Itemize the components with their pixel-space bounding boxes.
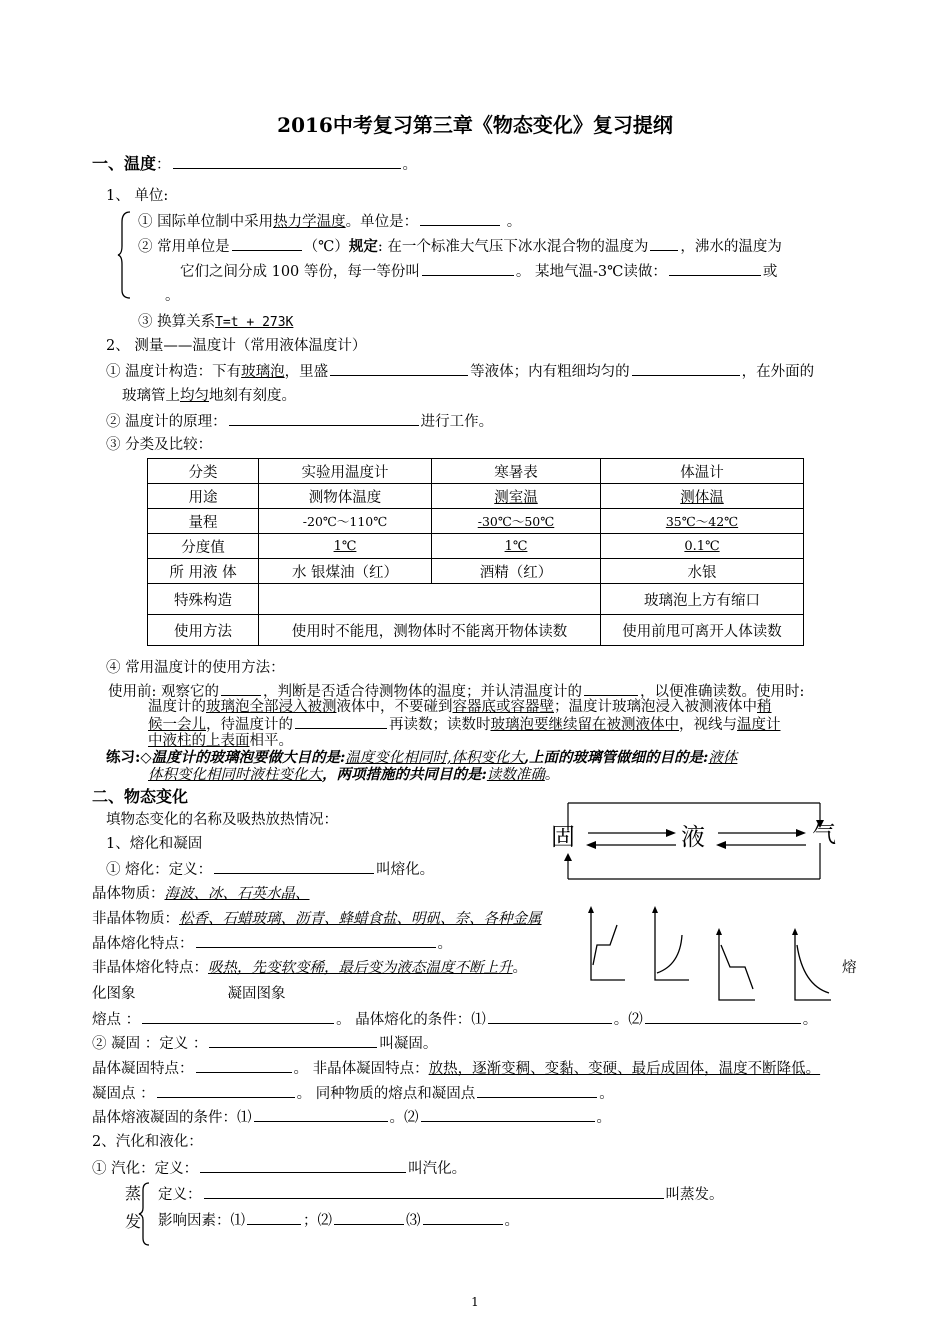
conversion-formula: T=t + 273K [215,315,294,330]
text: ② 常用单位是 [138,239,230,255]
usage-line-2 [148,699,772,716]
diagram-liquid-label: 液 [681,823,705,851]
text: 非晶体熔化特点： [92,960,208,976]
table-cell: 特殊构造 [148,584,259,615]
bold-text: 规定 [348,238,378,255]
text: 温度计的 [148,699,206,715]
text: （℃） [303,239,349,255]
table-cell: 使用时不能甩，测物体时不能离开物体读数 [259,615,601,646]
question-text: ,上面的玻璃管做细的目的是: [523,749,709,766]
table-row [148,559,804,584]
answer-blank[interactable] [477,1085,597,1098]
evaporation-char-2: 发 [125,1212,142,1231]
answer-blank[interactable] [295,716,387,729]
table-row [148,584,804,615]
practice-label: 练习: [106,749,141,766]
freezing-point-line [92,1085,614,1103]
table-header: 寒暑表 [432,459,601,484]
underlined-text: 候一会儿 [148,717,206,733]
table-cell: 用途 [148,484,259,509]
underlined-text: 玻璃泡全部浸入被测 [206,699,337,715]
table-row [148,534,804,559]
answer-blank[interactable] [142,1011,334,1024]
answer-blank[interactable] [204,1186,664,1199]
answer-blank[interactable] [214,861,374,874]
unit-line-1 [138,213,521,231]
answer-blank[interactable] [488,1011,612,1024]
answer-blank[interactable] [645,1011,801,1024]
melting-solidification-graphs [585,905,845,1000]
underlined-text: 稍 [757,699,772,715]
table-header: 分类 [148,459,259,484]
solidify-definition [92,1035,437,1053]
table-cell: 玻璃泡上方有缩口 [601,584,804,615]
text: 定义： [158,1187,202,1203]
question-text: ，两项措施的共同目的是: [322,766,487,783]
evaporation-definition [158,1186,724,1204]
table-header: 体温计 [601,459,804,484]
page-title: 2016中考复习第三章《物态变化》复习提纲 [277,113,673,137]
underlined-text: 均匀 [180,388,209,404]
text: 等液体；内有粗细均匀的 [470,364,630,380]
text: 。 某地气温-3℃读做： [515,264,667,280]
text: ② 凝固 ：定义 ： [92,1036,208,1052]
text: : 在一个标准大气压下冰水混合物的温度为 [377,239,649,255]
text: 化图象 [92,986,136,1002]
text: 晶体凝固特点： [92,1061,194,1077]
answer-blank[interactable] [254,1109,388,1122]
table-row [148,484,804,509]
table-cell [259,584,601,615]
table-header: 实验用温度计 [259,459,432,484]
text: 晶体熔液凝固的条件：⑴ [92,1110,252,1126]
evaporation-factors [158,1212,519,1230]
answer-blank[interactable] [632,363,740,376]
text: ，待温度计的 [206,717,293,733]
answer-blank[interactable] [196,935,436,948]
underlined-text: 中液柱的上表面 [148,733,250,749]
underlined-text: 吸热，先变软变稀，最后变为液态温度不断上升 [208,960,513,976]
text: ；⑵ [303,1213,332,1229]
practice-line-2 [148,766,559,784]
answer-text: 读数准确 [486,767,545,783]
text: 叫凝固。 [379,1036,438,1052]
text: 。⑵ [389,1110,419,1126]
text: ① 汽化：定义： [92,1161,199,1177]
text: ，判断是否适合待测物体的温度；并认清温度计的 [263,684,582,700]
table-cell: 测室温 [432,484,601,509]
heading-text: 一、温度 [92,154,157,173]
text: 。 [502,214,522,230]
table-cell: 使用方法 [148,615,259,646]
answer-blank[interactable] [232,238,302,251]
melt-definition [106,861,434,879]
section-state-change-heading: 二、物态变化 [92,787,189,806]
crystal-solidify-features [92,1060,820,1078]
answer-blank[interactable] [422,263,514,276]
answer-blank[interactable] [229,413,419,426]
underlined-text: 温度计 [737,717,781,733]
solidify-conditions [92,1109,611,1127]
text: 叫蒸发。 [665,1187,724,1203]
text: 相平。 [249,733,293,749]
page-number: 1 [471,1295,479,1309]
table-cell: 使用前甩可离开人体读数 [601,615,804,646]
section-temperature-heading [92,154,417,174]
measure-line-1b [122,388,296,405]
text: 。单位是： [345,214,419,230]
text: 它们之间分成 100 等份，每一等份叫 [180,264,420,280]
question-text: ◇温度计的玻璃泡要做大目的是: [140,749,346,766]
text: ② 温度计的原理： [106,414,227,430]
text: ，以便准确读数。使用时: [640,684,805,700]
measure-line-2 [106,413,493,431]
text: 晶体物质： [92,886,165,902]
answer-blank[interactable] [650,238,678,251]
diagram-solid-label: 固 [551,823,575,851]
text: 。 晶体熔化的条件：⑴ [336,1012,486,1028]
underlined-text: 玻璃泡 [241,364,285,380]
underlined-text: 容器底或容器壁 [452,699,554,715]
unit-brace [118,210,132,300]
text: 凝固点 ： [92,1086,155,1102]
table-cell: 测物体温度 [259,484,432,509]
practice-line-1 [106,749,737,767]
text: 液体中，不要碰到 [336,699,453,715]
usage-line-3 [148,716,781,734]
measure-title: 2、 测量——温度计（常用液体温度计） [106,338,367,354]
text: ，在外面的 [741,364,815,380]
crystal-substances [92,886,310,903]
underlined-text: 热力学温度 [273,214,346,230]
underlined-text: 海波、冰、石英水晶、 [164,886,310,902]
text: 。 [596,1110,611,1126]
text: 。⑵ [613,1012,643,1028]
noncrystal-substances [92,911,542,928]
text: 。 [437,936,452,952]
graph-word: 熔 [842,960,857,976]
table-row [148,509,804,534]
text: 进行工作。 [420,414,494,430]
underlined-text: 玻璃泡要继续留在被测液体中 [490,717,679,733]
answer-blank[interactable] [200,1160,406,1173]
answer-blank[interactable] [423,1212,503,1225]
table-cell: 酒精（红） [432,559,601,584]
usage-title: ④ 常用温度计的使用方法： [106,660,285,676]
text: ，里盛 [284,364,329,380]
text: 。 同种物质的熔点和凝固点 [296,1086,476,1102]
unit-line-3 [138,314,293,331]
period: 。 [544,767,560,783]
answer-blank[interactable] [584,683,638,696]
unit-line-2c: 。 [165,288,180,304]
melting-point-line [92,1011,817,1029]
answer-blank[interactable] [247,1212,301,1225]
table-cell: 量程 [148,509,259,534]
melt-title: 1、熔化和凝固 [106,836,203,852]
answer-blank[interactable] [173,156,401,169]
table-cell: -30℃～50℃ [432,509,601,534]
text: 地刻有刻度。 [209,388,296,404]
text: 。 [599,1086,614,1102]
answer-blank[interactable] [221,683,261,696]
table-cell: 1℃ [432,534,601,559]
text: 再读数；读数时 [389,717,491,733]
table-row [148,615,804,646]
table-cell: 分度值 [148,534,259,559]
underlined-text: 松香、石蜡玻璃、沥青、蜂蜡食盐、明矾、奈、各种金属 [179,911,542,927]
answer-blank[interactable] [420,213,500,226]
table-cell: 水银 [601,559,804,584]
thermometer-comparison-table [147,458,804,646]
noncrystal-melting-features [92,960,527,977]
text: ③ 换算关系 [138,314,216,330]
vaporization-title: 2、汽化和液化： [92,1134,203,1150]
text: ，视线与 [679,717,737,733]
unit-line-2b [180,263,777,281]
usage-line-4 [148,733,293,750]
text: 。 非晶体凝固特点： [293,1061,429,1077]
answer-blank[interactable] [421,1109,595,1122]
table-cell: 测体温 [601,484,804,509]
answer-text: 体积变化相同时液柱变化大 [148,767,322,783]
measure-line-1 [106,363,814,381]
text: 。 [512,960,527,976]
unit-line-2 [138,238,782,256]
table-cell: 1℃ [259,534,432,559]
text: 叫熔化。 [376,862,435,878]
text: ① 温度计构造：下有 [106,364,242,380]
answer-text: 液体 [708,750,738,766]
graph-labels [92,986,286,1003]
text: 。 [802,1012,818,1028]
answer-blank[interactable] [330,363,468,376]
colon: ： [156,157,171,173]
text: 使用前: 观察它的 [108,684,219,700]
text: 玻璃管上 [122,388,180,404]
measure-line-3: ③ 分类及比较： [106,437,213,453]
period: 。 [402,157,418,173]
table-cell: 35℃～42℃ [601,509,804,534]
underlined-text: 放热，逐渐变稠、变黏、变硬、最后成固体，温度不断降低。 [428,1061,821,1077]
diagram-gas-label: 气 [812,820,836,848]
table-cell: -20℃～110℃ [259,509,432,534]
answer-blank[interactable] [196,1060,292,1073]
crystal-melting-features [92,935,452,953]
evaporation-char-1: 蒸 [125,1184,142,1203]
table-cell: 0.1℃ [601,534,804,559]
text: ，沸水的温度为 [680,239,782,255]
vaporization-definition [92,1160,466,1178]
text: 叫汽化。 [408,1161,467,1177]
answer-blank[interactable] [157,1085,295,1098]
text: 非晶体物质： [92,911,179,927]
answer-blank[interactable] [209,1035,377,1048]
text: ① 国际单位制中采用 [138,214,274,230]
text: 或 [762,264,778,280]
state-change-intro: 填物态变化的名称及吸热放热情况： [106,812,338,828]
text: 熔点 ： [92,1012,141,1028]
text: ① 熔化：定义： [106,862,213,878]
table-cell: 所 用液 体 [148,559,259,584]
text: 凝固图象 [227,986,286,1002]
text: 晶体熔化特点： [92,936,194,952]
text: ⑶ [406,1213,421,1229]
answer-text: 温度变化相同时,体积变化大 [345,750,524,766]
table-cell: 水 银煤油（红） [259,559,432,584]
text: ；温度计玻璃泡浸入被测液体中 [554,699,757,715]
answer-blank[interactable] [669,263,761,276]
text: 影响因素：⑴ [158,1213,245,1229]
unit-title: 1、 单位: [106,188,169,204]
answer-blank[interactable] [334,1212,404,1225]
text: 。 [504,1213,519,1229]
evaporation-brace [139,1182,151,1246]
table-header-row [148,459,804,484]
